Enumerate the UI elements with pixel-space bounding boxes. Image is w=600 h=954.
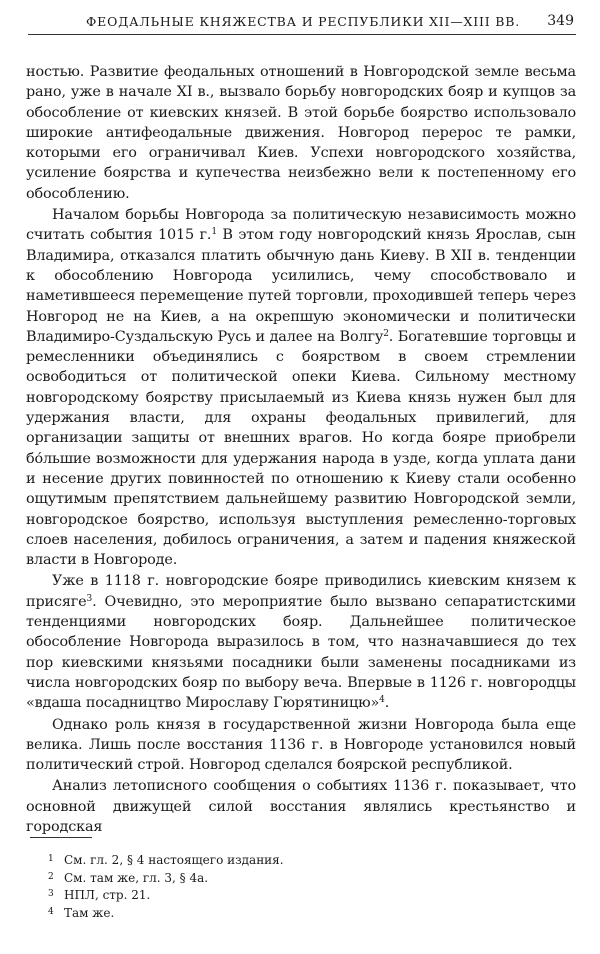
main-text [26, 62, 576, 837]
footnote-number: 1 [48, 854, 54, 864]
footnote-item [48, 886, 548, 904]
footnote-text: См. там же, гл. 3, § 4а. [64, 870, 209, 885]
footnote-text: НПЛ, стр. 21. [64, 888, 151, 902]
running-header [28, 12, 576, 35]
paragraph-3: Уже в 1118 г. новгородские бояре приводились киевским князем к присяге$^3$. Очевидно, это мероприятие было вызвано сепаратистскими тенденциями новгородских бояр. Дальнейшее политическое обособление Новгорода выразилось в том, что назначавшиеся до тех пор киевскими князьями посадники были заменены посадниками из числа новгородских бояр по выбору веча. Впервые в 1126 г. новгородцы «вдаша посадництво Мирославу Гюрятиницю»$^4$. [26, 573, 576, 712]
footnote-separator [30, 837, 92, 838]
footnote-item [48, 851, 548, 869]
footnote-ref-3: 3 [86, 593, 93, 604]
footnote-number: 4 [48, 906, 54, 917]
paragraph-4: Однако роль князя в государственной жизни Новгорода была еще велика. Лишь после восстания 1136 г. в Новгороде установился новый политический строй. Новгород сделался боярской республикой. [26, 716, 576, 774]
footnote-number: 3 [48, 889, 54, 899]
footnote-text: См. гл. 2, § 4 настоящего издания. [64, 853, 284, 867]
footnotes [48, 851, 548, 921]
footnote-ref-4: 4 [379, 695, 385, 706]
paragraph-2: Началом борьбы Новгорода за политическую независимость можно считать события 1015 г.$^1$ В этом году новгородский князь Ярослав, сын Владимира, отказался платить обычную дань Киеву. В XII в. тенденции к обособлению Новгорода усилились, чему способствовало и наметившееся перемещение путей торговли, проходившей теперь через Новгород не на Киев, а на окрепшую экономически и политически Владимиро-Суздальскую Русь и далее на Волгу$^2$. Богатевшие торговцы и ремесленники объединялись с боярством в своем стремлении освободиться от политической опеки Киева. Сильному местному новгородскому боярству присылаемый из Киева князь нужен был для удержания власти, для охраны феодальных привилегий, для организации защиты от внешних врагов. Но когда бояре приобрели бо́льшие возможности для удержания народа в узде, когда уплата дани и несение других повинностей по отношению к Киеву стали особенно ощутимым препятствием дальнейшему развитию Новгородской земли, новгородское боярство, используя выступления ремесленно-торговых слоев населения, добилось ограничения, а затем и падения княжеской власти в Новгороде. [26, 207, 577, 569]
paragraph-1: ностью. Развитие феодальных отношений в Новгородской земле весьма рано, уже в начале XI в., вызвало борьбу новгородских бояр и купцов за обособление от киевских князей. В этой борьбе боярство использовало широкие антифеодальные движения. Новгород перерос те рамки, которыми его ограничивал Киев. Успехи новгородского хозяйства, усиление боярства и купечества неизбежно вели к постепенному его обособлению. [26, 64, 576, 202]
footnote-ref-2: 2 [383, 328, 389, 339]
footnote-item [48, 904, 548, 922]
running-header-title: ФЕОДАЛЬНЫЕ КНЯЖЕСТВА И РЕСПУБЛИКИ XII—XIII ВВ. [86, 14, 520, 29]
footnote-text: Там же. [64, 905, 115, 920]
paragraph-5: Анализ летописного сообщения о событиях 1136 г. показывает, что основной движущей силой восстания являлись крестьянство и городская [26, 778, 576, 835]
footnote-item [48, 869, 548, 887]
page-number: 349 [547, 13, 574, 29]
footnote-ref-1: 1 [211, 227, 217, 238]
footnote-number: 2 [48, 871, 54, 882]
